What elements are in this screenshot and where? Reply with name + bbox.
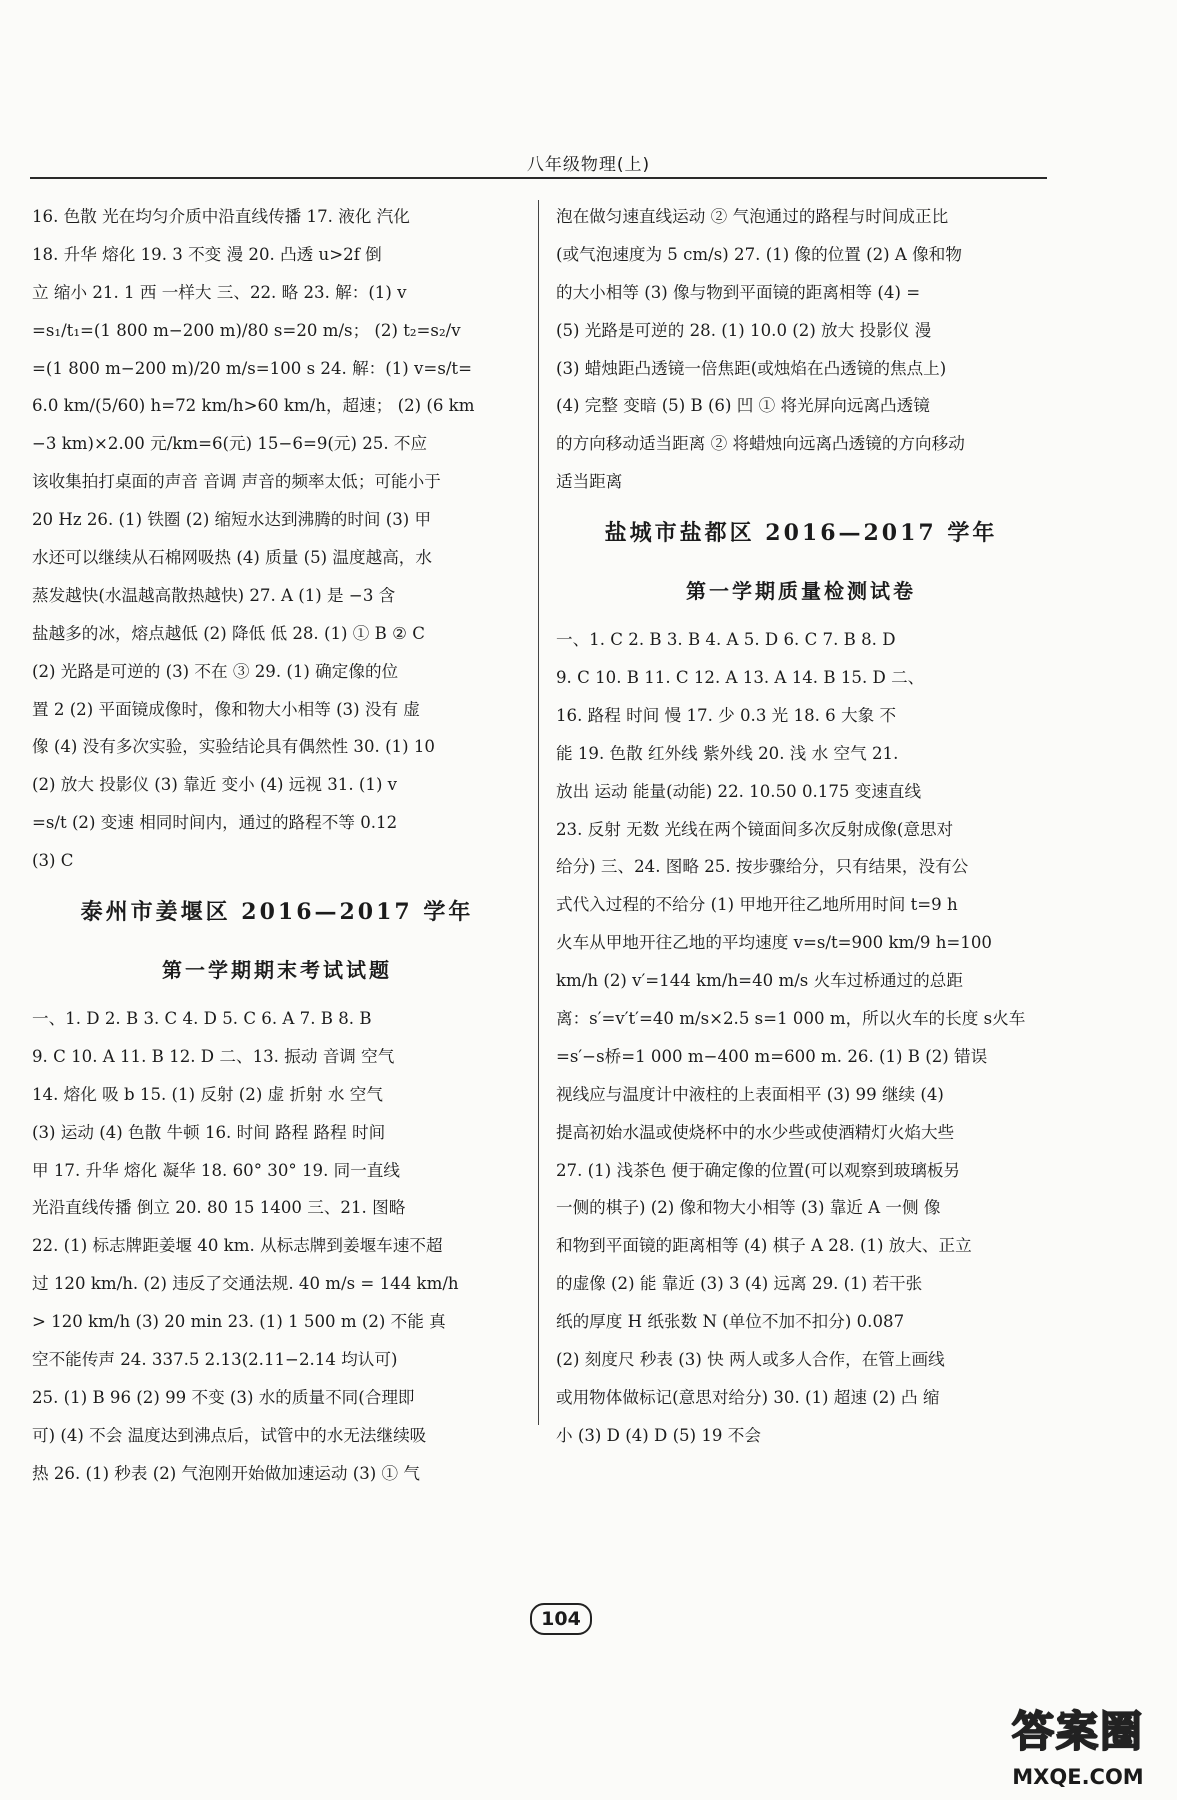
answer-line: 小 (3) D (4) D (5) 19 不会 [556, 1425, 761, 1445]
answer-line: (3) C [32, 851, 74, 871]
answer-line: 9. C 10. A 11. B 12. D 二、13. 振动 音调 空气 [32, 1046, 395, 1066]
section-subtitle-taizhou: 第一学期期末考试试题 [162, 958, 392, 983]
answer-line: 该收集拍打桌面的声音 音调 声音的频率太低；可能小于 [32, 472, 441, 492]
answer-line: 18. 升华 熔化 19. 3 不变 漫 20. 凸透 u>2f 倒 [32, 244, 382, 264]
right-column [556, 198, 1046, 1455]
answer-line: (2) 光路是可逆的 (3) 不在 ③ 29. (1) 确定像的位 [32, 661, 399, 681]
answer-line: 和物到平面镜的距离相等 (4) 棋子 A 28. (1) 放大、正立 [556, 1236, 972, 1256]
answer-line: 热 26. (1) 秒表 (2) 气泡刚开始做加速运动 (3) ① 气 [32, 1463, 421, 1483]
answer-line: 泡在做匀速直线运动 ② 气泡通过的路程与时间成正比 [556, 207, 949, 226]
answer-line: (2) 刻度尺 秒表 (3) 快 两人或多人合作，在管上画线 [556, 1350, 945, 1370]
answer-line: 适当距离 [556, 472, 623, 492]
answer-line: 纸的厚度 H 纸张数 N (单位不加不扣分) 0.087 [556, 1312, 905, 1332]
answer-line: 的大小相等 (3) 像与物到平面镜的距离相等 (4) = [556, 282, 921, 302]
answer-line: 空不能传声 24. 337.5 2.13(2.11−2.14 均认可) [32, 1350, 398, 1370]
answer-line: 给分) 三、24. 图略 25. 按步骤给分，只有结果，没有公 [556, 857, 969, 877]
answer-line: 离：s′=v′t′=40 m/s×2.5 s=1 000 m，所以火车的长度 s火车 [556, 1009, 1026, 1029]
answer-line: (或气泡速度为 5 cm/s) 27. (1) 像的位置 (2) A 像和物 [556, 244, 962, 264]
answer-line: −3 km)×2.00 元/km=6(元) 15−6=9(元) 25. 不应 [32, 434, 428, 454]
answer-line: 23. 反射 无数 光线在两个镜面间多次反射成像(意思对 [556, 819, 954, 839]
answer-line: (3) 蜡烛距凸透镜一倍焦距(或烛焰在凸透镜的焦点上) [556, 358, 947, 378]
answer-line: 9. C 10. B 11. C 12. A 13. A 14. B 15. D 二、 [556, 668, 925, 688]
answer-line: 像 (4) 没有多次实验，实验结论具有偶然性 30. (1) 10 [32, 737, 435, 757]
answer-line: 蒸发越快(水温越高散热越快) 27. A (1) 是 −3 含 [32, 585, 396, 605]
answer-line: 一、1. D 2. B 3. C 4. D 5. C 6. A 7. B 8. B [32, 1009, 372, 1029]
left-column [32, 198, 522, 1493]
answer-line: 16. 色散 光在均匀介质中沿直线传播 17. 液化 汽化 [32, 207, 410, 226]
page-number: 104 [530, 1603, 592, 1635]
answer-line: (4) 完整 变暗 (5) B (6) 凹 ① 将光屏向远离凸透镜 [556, 396, 930, 416]
answer-line: 视线应与温度计中液柱的上表面相平 (3) 99 继续 (4) [556, 1084, 944, 1104]
answer-line: 立 缩小 21. 1 西 一样大 三、22. 略 23. 解：(1) v [32, 282, 407, 302]
answer-line: 的虚像 (2) 能 靠近 (3) 3 (4) 远离 29. (1) 若干张 [556, 1274, 923, 1294]
answer-line: > 120 km/h (3) 20 min 23. (1) 1 500 m (2) 不能 真 [32, 1312, 446, 1332]
left-answers-before [32, 198, 522, 880]
answer-line: 水还可以继续从石棉网吸热 (4) 质量 (5) 温度越高，水 [32, 548, 432, 568]
answer-line: 一侧的棋子) (2) 像和物大小相等 (3) 靠近 A 一侧 像 [556, 1198, 941, 1218]
right-answers-after [556, 621, 1046, 1455]
answer-line: (3) 运动 (4) 色散 牛顿 16. 时间 路程 路程 时间 [32, 1122, 386, 1142]
answer-line: km/h (2) v′=144 km/h=40 m/s 火车过桥通过的总距 [556, 971, 963, 991]
left-answers-after [32, 1000, 522, 1493]
answer-line: 或用物体做标记(意思对给分) 30. (1) 超速 (2) 凸 缩 [556, 1387, 940, 1407]
watermark-url: MXQE.COM [1012, 1765, 1144, 1789]
answer-line: 火车从甲地开往乙地的平均速度 v=s/t=900 km/9 h=100 [556, 933, 992, 953]
answer-line: 盐越多的冰，熔点越低 (2) 降低 低 28. (1) ① B ② C [32, 623, 425, 643]
answer-line: 甲 17. 升华 熔化 凝华 18. 60° 30° 19. 同一直线 [32, 1160, 400, 1180]
answer-line: (2) 放大 投影仪 (3) 靠近 变小 (4) 远视 31. (1) v [32, 775, 398, 795]
watermark-logo [990, 1700, 1166, 1792]
answer-line: 的方向移动适当距离 ② 将蜡烛向远离凸透镜的方向移动 [556, 434, 965, 454]
column-divider [538, 200, 539, 1425]
answer-line: (5) 光路是可逆的 28. (1) 10.0 (2) 放大 投影仪 漫 [556, 320, 932, 340]
watermark-text: 答案圈 [1011, 1707, 1144, 1756]
answer-line: 20 Hz 26. (1) 铁圈 (2) 缩短水达到沸腾的时间 (3) 甲 [32, 510, 432, 530]
header-rule [30, 177, 1047, 179]
answer-line: 27. (1) 浅茶色 便于确定像的位置(可以观察到玻璃板另 [556, 1160, 961, 1180]
answer-line: 置 2 (2) 平面镜成像时，像和物大小相等 (3) 没有 虚 [32, 699, 420, 719]
answer-line: 过 120 km/h. (2) 违反了交通法规. 40 m/s = 144 km/h [32, 1274, 459, 1294]
answer-line: 22. (1) 标志牌距姜堰 40 km. 从标志牌到姜堰车速不超 [32, 1236, 443, 1256]
answer-line: 放出 运动 能量(动能) 22. 10.50 0.175 变速直线 [556, 781, 922, 801]
answer-line: 提高初始水温或使烧杯中的水少些或使酒精灯火焰大些 [556, 1122, 955, 1142]
answer-line: =(1 800 m−200 m)/20 m/s=100 s 24. 解：(1) v=s/t= [32, 358, 473, 378]
answer-line: 一、1. C 2. B 3. B 4. A 5. D 6. C 7. B 8. D [556, 630, 896, 650]
section-title-taizhou: 泰州市姜堰区 2016—2017 学年 [80, 899, 474, 926]
answer-line: 14. 熔化 吸 b 15. (1) 反射 (2) 虚 折射 水 空气 [32, 1084, 383, 1104]
page-header: 八年级物理(上) [526, 155, 651, 175]
section-subtitle-yancheng: 第一学期质量检测试卷 [686, 579, 916, 604]
answer-line: 16. 路程 时间 慢 17. 少 0.3 光 18. 6 大象 不 [556, 705, 897, 725]
answer-line: =s/t (2) 变速 相同时间内，通过的路程不等 0.12 [32, 813, 398, 833]
answer-line: 能 19. 色散 红外线 紫外线 20. 浅 水 空气 21. [556, 743, 899, 763]
right-answers-before [556, 198, 1046, 501]
section-title-yancheng: 盐城市盐都区 2016—2017 学年 [604, 520, 998, 547]
answer-line: 式代入过程的不给分 (1) 甲地开往乙地所用时间 t=9 h [556, 895, 958, 915]
answer-line: 可) (4) 不会 温度达到沸点后，试管中的水无法继续吸 [32, 1425, 427, 1445]
answer-line: 6.0 km/(5/60) h=72 km/h>60 km/h，超速； (2) (6 km [32, 396, 475, 416]
answer-line: =s′−s桥=1 000 m−400 m=600 m. 26. (1) B (2) 错误 [556, 1046, 988, 1066]
answer-line: 25. (1) B 96 (2) 99 不变 (3) 水的质量不同(合理即 [32, 1387, 415, 1407]
answer-line: 光沿直线传播 倒立 20. 80 15 1400 三、21. 图略 [32, 1198, 406, 1218]
answer-line: =s₁/t₁=(1 800 m−200 m)/80 s=20 m/s； (2) t₂=s₂/v [32, 320, 461, 340]
